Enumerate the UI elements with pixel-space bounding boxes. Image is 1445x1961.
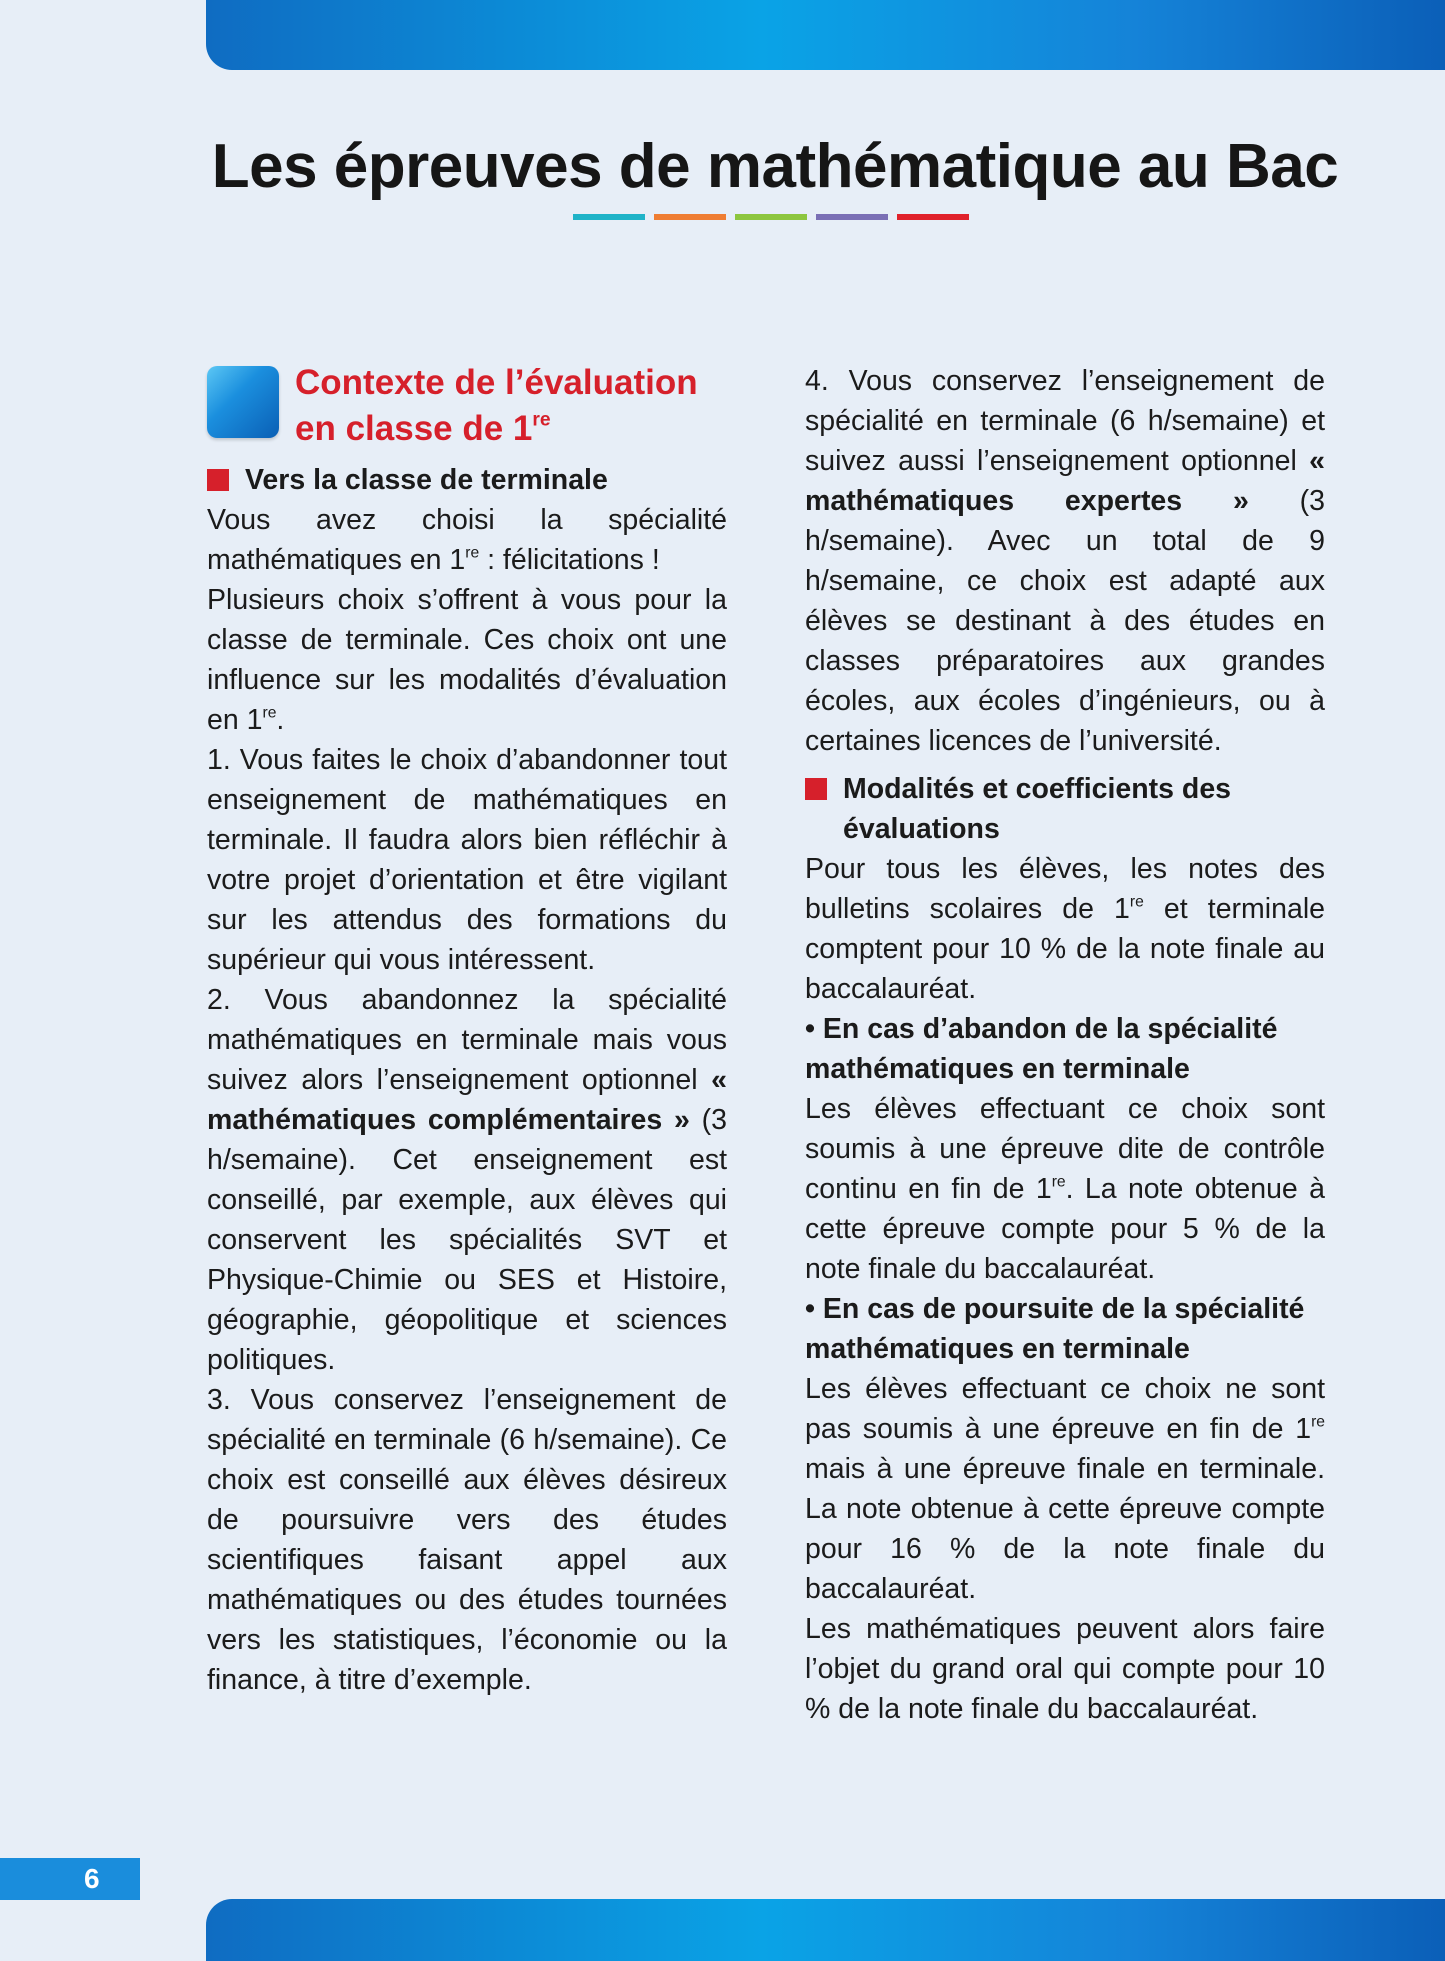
section-square-icon [207, 366, 279, 438]
paragraph-abandon: Les élèves effectuant ce choix sont soumis à une épreuve dite de contrôle continu en fin de 1re. La note obtenue à cette épreuve compte pour 5 % de la note finale du baccalauréat. [805, 1093, 1325, 1285]
page-title: Les épreuves de mathématique au Bac [211, 132, 1339, 201]
paragraph-option-2: 2. Vous abandonnez la spécialité mathématiques en terminale mais vous suivez alors l’enseignement optionnel « mathématiques complémentaires » (3 h/semaine). Cet enseignement est conseillé, par exemple, aux élèves qui conservent les spécialités SVT et Physique-Chimie ou SES et Histoire, géographie, géopolitique et sciences politiques. [207, 984, 727, 1376]
red-square-icon [207, 469, 229, 491]
subheading-text: Modalités et coefficients des évaluations [843, 773, 1232, 845]
paragraph-intro: Vous avez choisi la spécialité mathématiques en 1re : félicitations ! [207, 504, 727, 576]
paragraph-bulletins: Pour tous les élèves, les notes des bulletins scolaires de 1re et terminale comptent pour 10 % de la note finale au baccalauréat. [805, 853, 1326, 1005]
red-square-icon [805, 778, 827, 800]
title-rule-green [735, 214, 807, 220]
paragraph-poursuite: Les élèves effectuant ce choix ne sont pas soumis à une épreuve en fin de 1re mais à une épreuve finale en terminale. La note obtenue à cette épreuve compte pour 16 % de la note finale du baccalauréat. [805, 1373, 1325, 1605]
section-title-sup: re [532, 409, 551, 431]
paragraph-option-3: 3. Vous conservez l’enseignement de spécialité en terminale (6 h/semaine). Ce choix est conseillé aux élèves désireux de poursuivre vers des études scientifiques faisant appel aux mathématiques ou des études tournées vers les statistiques, l’économie ou la finance, à titre d’exemple. [207, 1384, 727, 1696]
subheading-text: Vers la classe de terminale [245, 464, 608, 496]
page-number: 6 [84, 1863, 100, 1894]
title-rule-red [897, 214, 969, 220]
paragraph-choices: Plusieurs choix s’offrent à vous pour la classe de terminale. Ces choix ont une influence sur les modalités d’évaluation en 1re. [207, 584, 727, 736]
paragraph-grand-oral: Les mathématiques peuvent alors faire l’objet du grand oral qui compte pour 10 % de la note finale du baccalauréat. [805, 1613, 1325, 1725]
bullet-heading-poursuite: • En cas de poursuite de la spécialité mathématiques en terminale [805, 1293, 1305, 1365]
bullet-heading-abandon: • En cas d’abandon de la spécialité mathématiques en terminale [805, 1013, 1278, 1085]
section-title [295, 360, 698, 452]
title-rule-purple [816, 214, 888, 220]
right-column [805, 361, 1325, 1729]
subheading-terminale [207, 460, 727, 500]
top-decorative-band [206, 0, 1445, 70]
bottom-decorative-band [206, 1899, 1445, 1961]
left-column [207, 360, 727, 1700]
page-number-box [0, 1858, 140, 1900]
section-title-line2: en classe de 1 [295, 409, 533, 448]
section-title-line1: Contexte de l’évaluation [295, 363, 698, 402]
section-header [207, 360, 727, 452]
paragraph-option-4: 4. Vous conservez l’enseignement de spécialité en terminale (6 h/semaine) et suivez aussi l’enseignement optionnel « mathématiques expertes » (3 h/semaine). Avec un total de 9 h/semaine, ce choix est adapté aux élèves se destinant à des études en classes préparatoires aux grandes écoles, aux écoles d’ingénieurs, ou à certaines licences de l’université. [805, 365, 1325, 757]
title-rule-orange [654, 214, 726, 220]
subheading-modalites [805, 769, 1325, 849]
title-rule-teal [573, 214, 645, 220]
paragraph-option-1: 1. Vous faites le choix d’abandonner tout enseignement de mathématiques en terminale. Il faudra alors bien réfléchir à votre projet d’orientation et être vigilant sur les attendus des formations du supérieur qui vous intéressent. [207, 744, 727, 976]
